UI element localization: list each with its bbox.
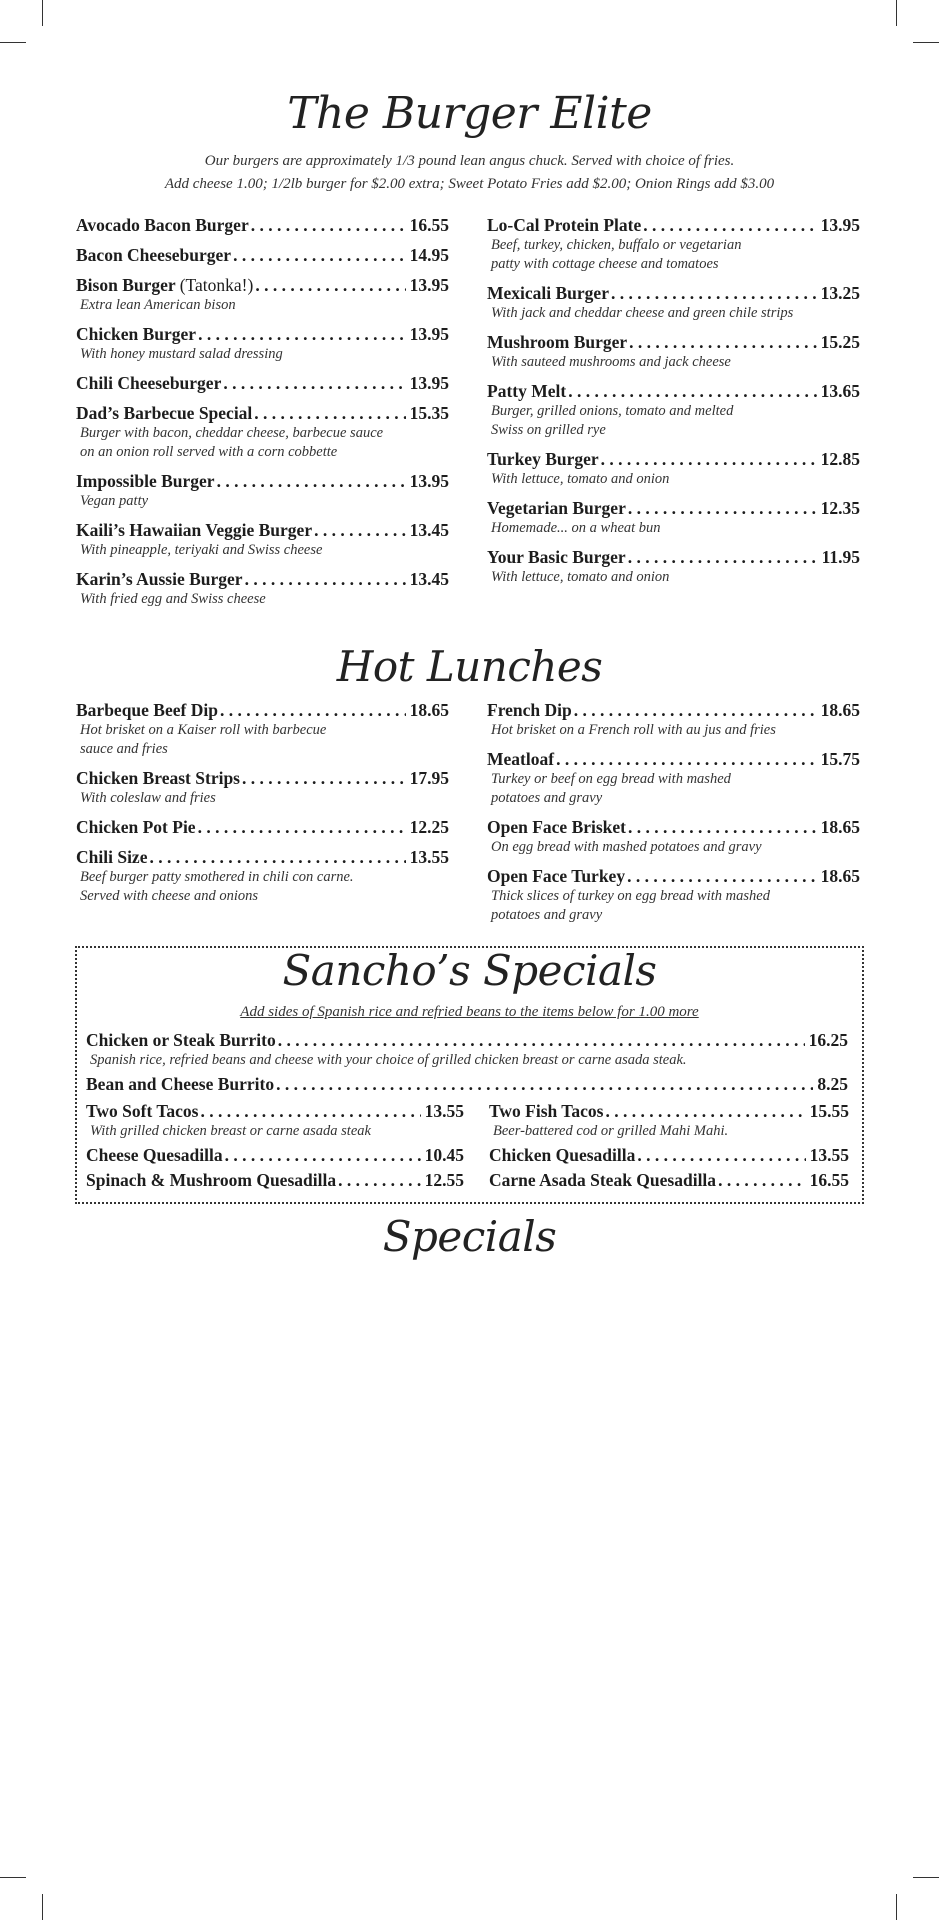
crop-mark: [896, 0, 897, 26]
item-description: patty with cottage cheese and tomatoes: [491, 256, 719, 272]
item-description: Beef burger patty smothered in chili con carne.: [80, 869, 354, 885]
crop-mark: [42, 1894, 43, 1920]
item-name: Bean and Cheese Burrito: [86, 1074, 275, 1094]
item-description: sauce and fries: [80, 741, 168, 757]
item-description: On egg bread with mashed potatoes and gravy: [491, 839, 762, 855]
crop-mark: [913, 1877, 939, 1878]
item-description: potatoes and gravy: [491, 907, 603, 923]
item-price: 13.45: [409, 569, 449, 589]
item-description: Homemade... on a wheat bun: [491, 520, 661, 536]
item-description: With sauteed mushrooms and jack cheese: [491, 354, 731, 370]
item-name: Cheese Quesadilla: [86, 1145, 223, 1165]
menu-item: [76, 847, 449, 906]
item-price: 13.65: [820, 381, 860, 401]
specials-title: Specials: [382, 1212, 557, 1261]
item-description: With lettuce, tomato and onion: [491, 569, 670, 585]
item-description: Hot brisket on a French roll with au jus and fries: [491, 722, 776, 738]
menu-item: [76, 275, 449, 315]
menu-item: [76, 471, 449, 511]
item-price: 13.95: [409, 373, 449, 393]
item-name-note: (Tatonka!): [179, 275, 254, 295]
item-price: 13.95: [409, 324, 449, 344]
item-price: 16.55: [409, 215, 449, 235]
lunch-right-column: [487, 700, 860, 934]
item-price: 18.65: [820, 700, 860, 720]
item-description: Vegan patty: [80, 493, 149, 509]
item-price: 15.25: [820, 332, 860, 352]
item-description: Burger, grilled onions, tomato and melted: [491, 403, 734, 419]
item-price: 13.55: [809, 1145, 849, 1165]
menu-item: [487, 817, 860, 857]
item-name: Chicken Breast Strips: [76, 768, 240, 788]
item-description: With pineapple, teriyaki and Swiss cheese: [80, 542, 323, 558]
item-description: potatoes and gravy: [491, 790, 603, 806]
item-description: Spanish rice, refried beans and cheese with your choice of grilled chicken breast or carne asada steak.: [90, 1052, 687, 1068]
item-name: Chicken Burger: [76, 324, 197, 344]
item-description: Swiss on grilled rye: [491, 422, 606, 438]
item-name: Barbeque Beef Dip: [76, 700, 218, 720]
item-name: Karin’s Aussie Burger: [76, 569, 243, 589]
item-price: 13.95: [409, 275, 449, 295]
item-name: Carne Asada Steak Quesadilla: [489, 1170, 717, 1190]
menu-item: [489, 1170, 849, 1191]
menu-item: [86, 1074, 848, 1095]
sancho-full-width-items: [86, 1030, 848, 1095]
item-price: 15.55: [809, 1101, 849, 1121]
menu-item: [76, 215, 449, 236]
item-price: 13.45: [409, 520, 449, 540]
item-name: Chicken or Steak Burrito: [86, 1030, 276, 1050]
menu-item: [487, 283, 860, 323]
item-description: Beer-battered cod or grilled Mahi Mahi.: [493, 1123, 729, 1139]
item-price: 15.75: [820, 749, 860, 769]
item-price: 11.95: [821, 547, 860, 567]
item-description: Turkey or beef on egg bread with mashed: [491, 771, 731, 787]
item-name: Turkey Burger: [487, 449, 599, 469]
item-name: Mushroom Burger: [487, 332, 628, 352]
item-price: 14.95: [409, 245, 449, 265]
item-description: Hot brisket on a Kaiser roll with barbecue: [80, 722, 327, 738]
item-description: Extra lean American bison: [80, 297, 236, 313]
item-name: Your Basic Burger: [487, 547, 626, 567]
item-description: With fried egg and Swiss cheese: [80, 591, 266, 607]
item-price: 12.85: [820, 449, 860, 469]
hot-lunches-title: Hot Lunches: [336, 642, 603, 691]
crop-mark: [913, 42, 939, 43]
item-name: Spinach & Mushroom Quesadilla: [86, 1170, 337, 1190]
menu-item: [487, 332, 860, 372]
menu-item: [76, 403, 449, 462]
item-name: Vegetarian Burger: [487, 498, 626, 518]
item-price: 8.25: [817, 1074, 848, 1094]
crop-mark: [0, 42, 26, 43]
menu-item: [487, 498, 860, 538]
menu-item: [489, 1145, 849, 1166]
item-description: With coleslaw and fries: [80, 790, 216, 806]
burger-right-column: [487, 215, 860, 596]
item-price: 13.55: [409, 847, 449, 867]
item-price: 12.55: [424, 1170, 464, 1190]
sancho-left-column: [86, 1101, 464, 1191]
menu-item: [487, 449, 860, 489]
menu-item: [76, 700, 449, 759]
item-name: Kaili’s Hawaiian Veggie Burger: [76, 520, 313, 540]
item-name: Avocado Bacon Burger: [76, 215, 249, 235]
burger-left-column: [76, 215, 449, 618]
item-description: With lettuce, tomato and onion: [491, 471, 670, 487]
menu-item: [76, 817, 449, 838]
item-price: 13.25: [820, 283, 860, 303]
item-name: Chili Size: [76, 847, 148, 867]
item-name: French Dip: [487, 700, 572, 720]
burger-intro-line: Our burgers are approximately 1/3 pound lean angus chuck. Served with choice of fries.: [204, 153, 735, 169]
item-name: Mexicali Burger: [487, 283, 609, 303]
item-price: 15.35: [409, 403, 449, 423]
item-description: With grilled chicken breast or carne asada steak: [90, 1123, 371, 1139]
lunch-left-column: [76, 700, 449, 915]
item-name: Open Face Turkey: [487, 866, 626, 886]
item-description: on an onion roll served with a corn cobbette: [80, 444, 338, 460]
item-price: 13.55: [424, 1101, 464, 1121]
menu-item: [76, 373, 449, 394]
menu-item: [487, 547, 860, 587]
crop-mark: [0, 1877, 26, 1878]
menu-item: [76, 324, 449, 364]
item-name: Patty Melt: [487, 381, 567, 401]
crop-mark: [896, 1894, 897, 1920]
item-name: Dad’s Barbecue Special: [76, 403, 253, 423]
item-name: Lo-Cal Protein Plate: [487, 215, 642, 235]
item-description: Thick slices of turkey on egg bread with mashed: [491, 888, 770, 904]
menu-item: [487, 749, 860, 808]
item-price: 12.35: [820, 498, 860, 518]
sancho-specials-title: Sancho’s Specials: [282, 946, 657, 995]
item-name: Chicken Pot Pie: [76, 817, 196, 837]
sancho-right-column: [489, 1101, 849, 1191]
item-name: Bison Burger: [76, 275, 176, 295]
item-description: Served with cheese and onions: [80, 888, 258, 904]
item-description: Beef, turkey, chicken, buffalo or vegetarian: [491, 237, 742, 253]
item-name: Two Fish Tacos: [489, 1101, 604, 1121]
item-name: Chicken Quesadilla: [489, 1145, 636, 1165]
item-price: 16.55: [809, 1170, 849, 1190]
item-name: Impossible Burger: [76, 471, 215, 491]
item-price: 16.25: [808, 1030, 848, 1050]
menu-item: [86, 1030, 848, 1070]
menu-item: [86, 1101, 464, 1141]
item-name: Two Soft Tacos: [86, 1101, 199, 1121]
menu-item: [487, 215, 860, 274]
menu-item: [86, 1170, 464, 1191]
item-name: Meatloaf: [487, 749, 555, 769]
burger-intro-line: Add cheese 1.00; 1/2lb burger for $2.00 extra; Sweet Potato Fries add $2.00; Onion Rings add $3.00: [164, 176, 775, 192]
item-description: Burger with bacon, cheddar cheese, barbecue sauce: [80, 425, 384, 441]
menu-item: [487, 381, 860, 440]
menu-item: [76, 768, 449, 808]
menu-item: [76, 245, 449, 266]
item-price: 13.95: [820, 215, 860, 235]
item-price: 18.65: [820, 866, 860, 886]
item-name: Open Face Brisket: [487, 817, 627, 837]
menu-item: [489, 1101, 849, 1141]
item-price: 18.65: [820, 817, 860, 837]
item-name: Chili Cheeseburger: [76, 373, 222, 393]
menu-item: [86, 1145, 464, 1166]
item-description: With honey mustard salad dressing: [80, 346, 283, 362]
item-name: Bacon Cheeseburger: [76, 245, 232, 265]
item-price: 13.95: [409, 471, 449, 491]
burger-section-title: The Burger Elite: [287, 88, 652, 139]
menu-item: [487, 866, 860, 925]
menu-item: [487, 700, 860, 740]
menu-item: [76, 520, 449, 560]
item-description: With jack and cheddar cheese and green chile strips: [491, 305, 794, 321]
sancho-specials-note: Add sides of Spanish rice and refried beans to the items below for 1.00 more: [240, 1004, 699, 1020]
item-price: 10.45: [424, 1145, 464, 1165]
item-price: 18.65: [409, 700, 449, 720]
item-price: 17.95: [409, 768, 449, 788]
crop-mark: [42, 0, 43, 26]
item-price: 12.25: [409, 817, 449, 837]
menu-item: [76, 569, 449, 609]
